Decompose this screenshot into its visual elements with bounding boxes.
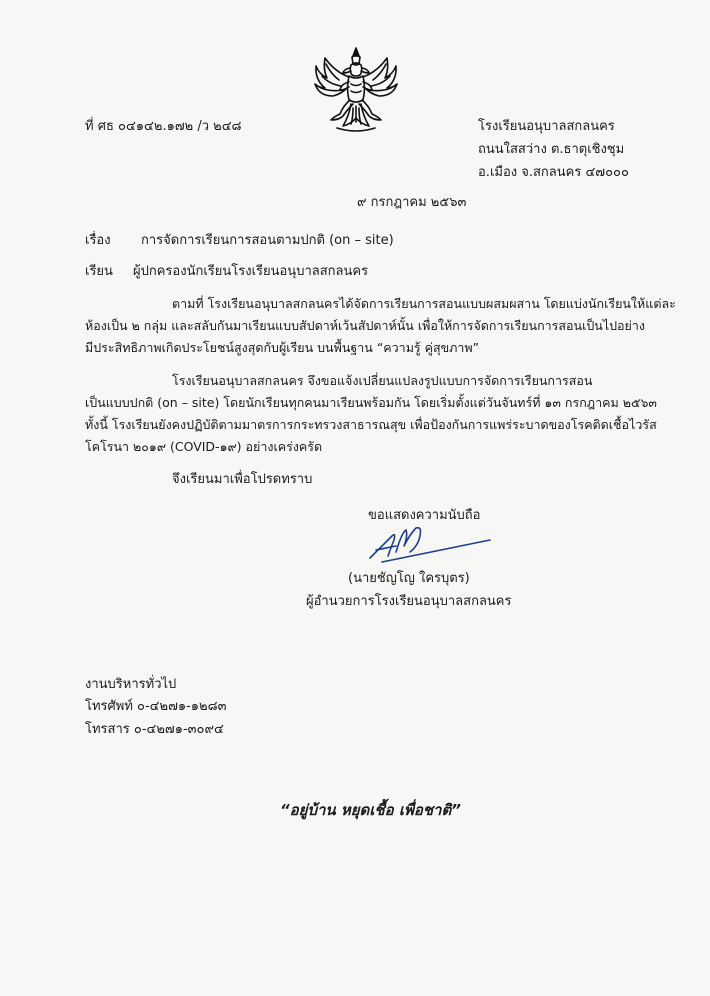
school-name: โรงเรียนอนุบาลสกลนคร — [478, 119, 615, 134]
subject-label: เรื่อง — [85, 233, 111, 248]
signer-name: (นายชัญโญ ใครบุตร) — [348, 571, 470, 586]
contact-department: งานบริหารทั่วไป — [85, 677, 177, 692]
motto: “อยู่บ้าน หยุดเชื้อ เพื่อชาติ” — [280, 801, 461, 819]
letter-date: ๙ กรกฎาคม ๒๕๖๓ — [357, 195, 467, 210]
signature-icon — [362, 522, 492, 570]
paragraph-3: จึงเรียนมาเพื่อโปรดทราบ — [172, 472, 313, 487]
paragraph-1-line-2: ห้องเป็น ๒ กลุ่ม และสลับกันมาเรียนแบบสัปดาห์เว้นสัปดาห์นั้น เพื่อให้การจัดการเรียนการสอนเป็นไปอย่าง — [85, 318, 645, 333]
contact-fax: โทรสาร ๐-๔๒๗๑-๓๐๙๔ — [85, 722, 224, 737]
paragraph-1-line-1: ตามที่ โรงเรียนอนุบาลสกลนครได้จัดการเรียนการสอนแบบผสมผสาน โดยแบ่งนักเรียนให้แต่ละ — [172, 296, 676, 311]
closing: ขอแสดงความนับถือ — [368, 508, 481, 523]
salutation-label: เรียน — [85, 264, 113, 279]
contact-phone: โทรศัพท์ ๐-๔๒๗๑-๑๒๘๓ — [85, 699, 227, 714]
reference-number: ที่ ศธ ๐๔๑๔๒.๑๗๒ /ว ๒๔๘ — [85, 119, 242, 134]
paragraph-2-line-4: โคโรนา ๒๐๑๙ (COVID-๑๙) อย่างเคร่งครัด — [85, 439, 323, 454]
garuda-emblem-icon — [313, 44, 399, 136]
paragraph-2-line-1: โรงเรียนอนุบาลสกลนคร จึงขอแจ้งเปลี่ยนแปลงรูปแบบการจัดการเรียนการสอน — [172, 373, 593, 388]
paragraph-1-line-3: มีประสิทธิภาพเกิดประโยชน์สูงสุดกับผู้เรียน บนพื้นฐาน “ความรู้ คู่สุขภาพ” — [85, 340, 480, 355]
signer-title: ผู้อำนวยการโรงเรียนอนุบาลสกลนคร — [306, 594, 512, 609]
paragraph-2-line-3: ทั้งนี้ โรงเรียนยังคงปฏิบัติตามมาตรการกระทรวงสาธารณสุข เพื่อป้องกันการแพร่ระบาดของโรคติดเชื้อไวรัส — [85, 417, 657, 432]
salutation-text: ผู้ปกครองนักเรียนโรงเรียนอนุบาลสกลนคร — [133, 264, 369, 279]
school-district: อ.เมือง จ.สกลนคร ๔๗๐๐๐ — [478, 165, 629, 180]
school-street: ถนนใสสว่าง ต.ธาตุเชิงชุม — [478, 142, 625, 157]
paragraph-2-line-2: เป็นแบบปกติ (on – site) โดยนักเรียนทุกคนมาเรียนพร้อมกัน โดยเริ่มตั้งแต่วันจันทร์ที่ ๑๓ กรกฎาคม ๒๕๖๓ — [85, 395, 657, 410]
subject-text: การจัดการเรียนการสอนตามปกติ (on – site) — [141, 233, 394, 248]
